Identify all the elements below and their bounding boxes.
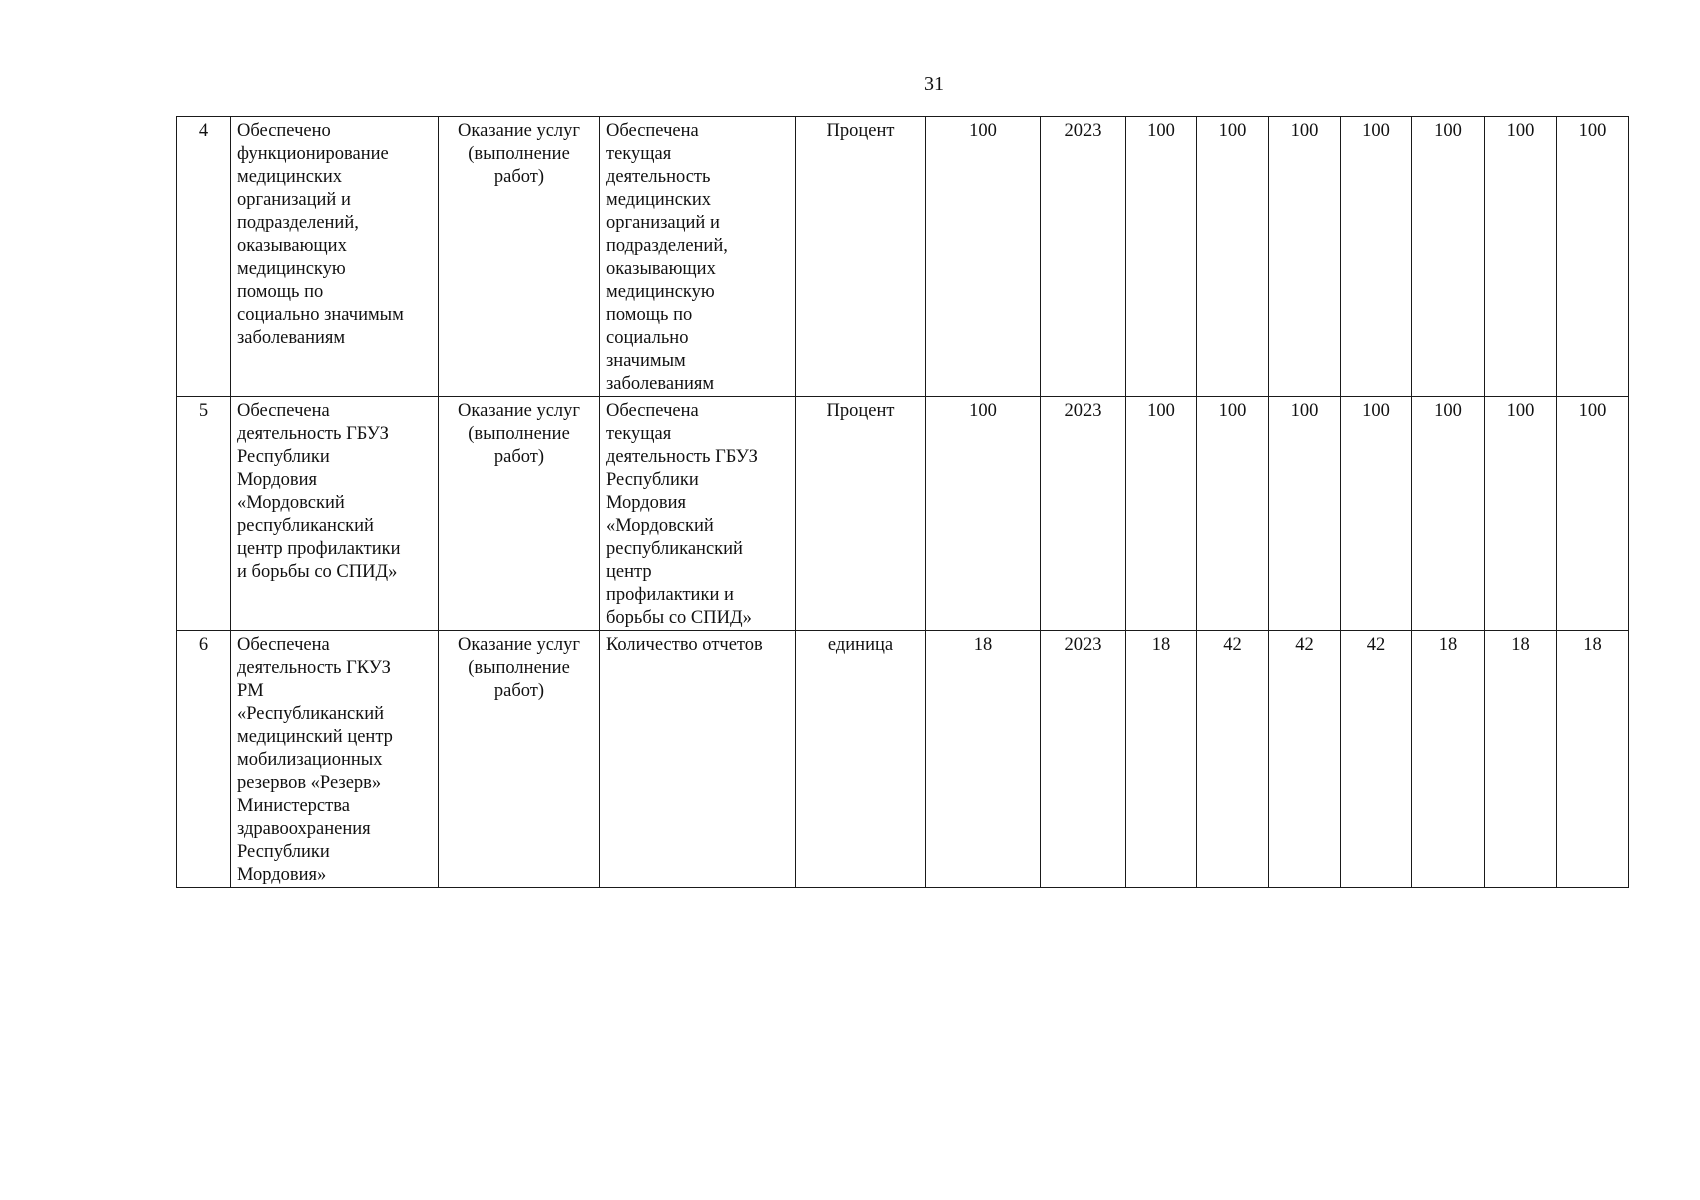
unit-cell: единица xyxy=(796,631,926,888)
row-number-cell: 6 xyxy=(177,631,231,888)
value-cell: 100 xyxy=(1412,397,1485,631)
task-cell: Обеспечена деятельность ГКУЗ РМ «Республиканский медицинский центр мобилизационных резервов «Резерв» Министерства здравоохранения Республики Мордовия» xyxy=(231,631,439,888)
unit-cell: Процент xyxy=(796,117,926,397)
value-cell: 100 xyxy=(1197,117,1269,397)
task-cell: Обеспечено функционирование медицинских организаций и подразделений, оказывающих медицинскую помощь по социально значимым заболеваниям xyxy=(231,117,439,397)
base-year-cell: 2023 xyxy=(1041,631,1126,888)
value-cell: 42 xyxy=(1341,631,1412,888)
value-cell: 42 xyxy=(1197,631,1269,888)
base-year-cell: 2023 xyxy=(1041,397,1126,631)
row-number-cell: 5 xyxy=(177,397,231,631)
value-cell: 100 xyxy=(1197,397,1269,631)
value-cell: 100 xyxy=(1557,117,1629,397)
value-cell: 18 xyxy=(1126,631,1197,888)
value-cell: 18 xyxy=(1485,631,1557,888)
value-cell: 100 xyxy=(1341,397,1412,631)
value-cell: 100 xyxy=(1412,117,1485,397)
type-cell: Оказание услуг (выполнение работ) xyxy=(439,117,600,397)
table-row xyxy=(177,117,1629,397)
base-year-cell: 2023 xyxy=(1041,117,1126,397)
results-table xyxy=(176,116,1629,888)
table-row xyxy=(177,397,1629,631)
type-cell: Оказание услуг (выполнение работ) xyxy=(439,631,600,888)
characteristic-cell: Обеспечена текущая деятельность медицинских организаций и подразделений, оказывающих медицинскую помощь по социально значимым заболеваниям xyxy=(600,117,796,397)
characteristic-cell: Обеспечена текущая деятельность ГБУЗ Республики Мордовия «Мордовский республиканский центр профилактики и борьбы со СПИД» xyxy=(600,397,796,631)
value-cell: 100 xyxy=(1126,117,1197,397)
characteristic-cell: Количество отчетов xyxy=(600,631,796,888)
unit-cell: Процент xyxy=(796,397,926,631)
table-row xyxy=(177,631,1629,888)
value-cell: 100 xyxy=(1557,397,1629,631)
page-number: 31 xyxy=(924,73,944,95)
task-cell: Обеспечена деятельность ГБУЗ Республики Мордовия «Мордовский республиканский центр профилактики и борьбы со СПИД» xyxy=(231,397,439,631)
base-value-cell: 100 xyxy=(926,117,1041,397)
type-cell: Оказание услуг (выполнение работ) xyxy=(439,397,600,631)
value-cell: 18 xyxy=(1412,631,1485,888)
value-cell: 100 xyxy=(1126,397,1197,631)
value-cell: 100 xyxy=(1485,117,1557,397)
base-value-cell: 100 xyxy=(926,397,1041,631)
value-cell: 100 xyxy=(1485,397,1557,631)
value-cell: 42 xyxy=(1269,631,1341,888)
value-cell: 100 xyxy=(1341,117,1412,397)
value-cell: 18 xyxy=(1557,631,1629,888)
value-cell: 100 xyxy=(1269,397,1341,631)
base-value-cell: 18 xyxy=(926,631,1041,888)
value-cell: 100 xyxy=(1269,117,1341,397)
row-number-cell: 4 xyxy=(177,117,231,397)
